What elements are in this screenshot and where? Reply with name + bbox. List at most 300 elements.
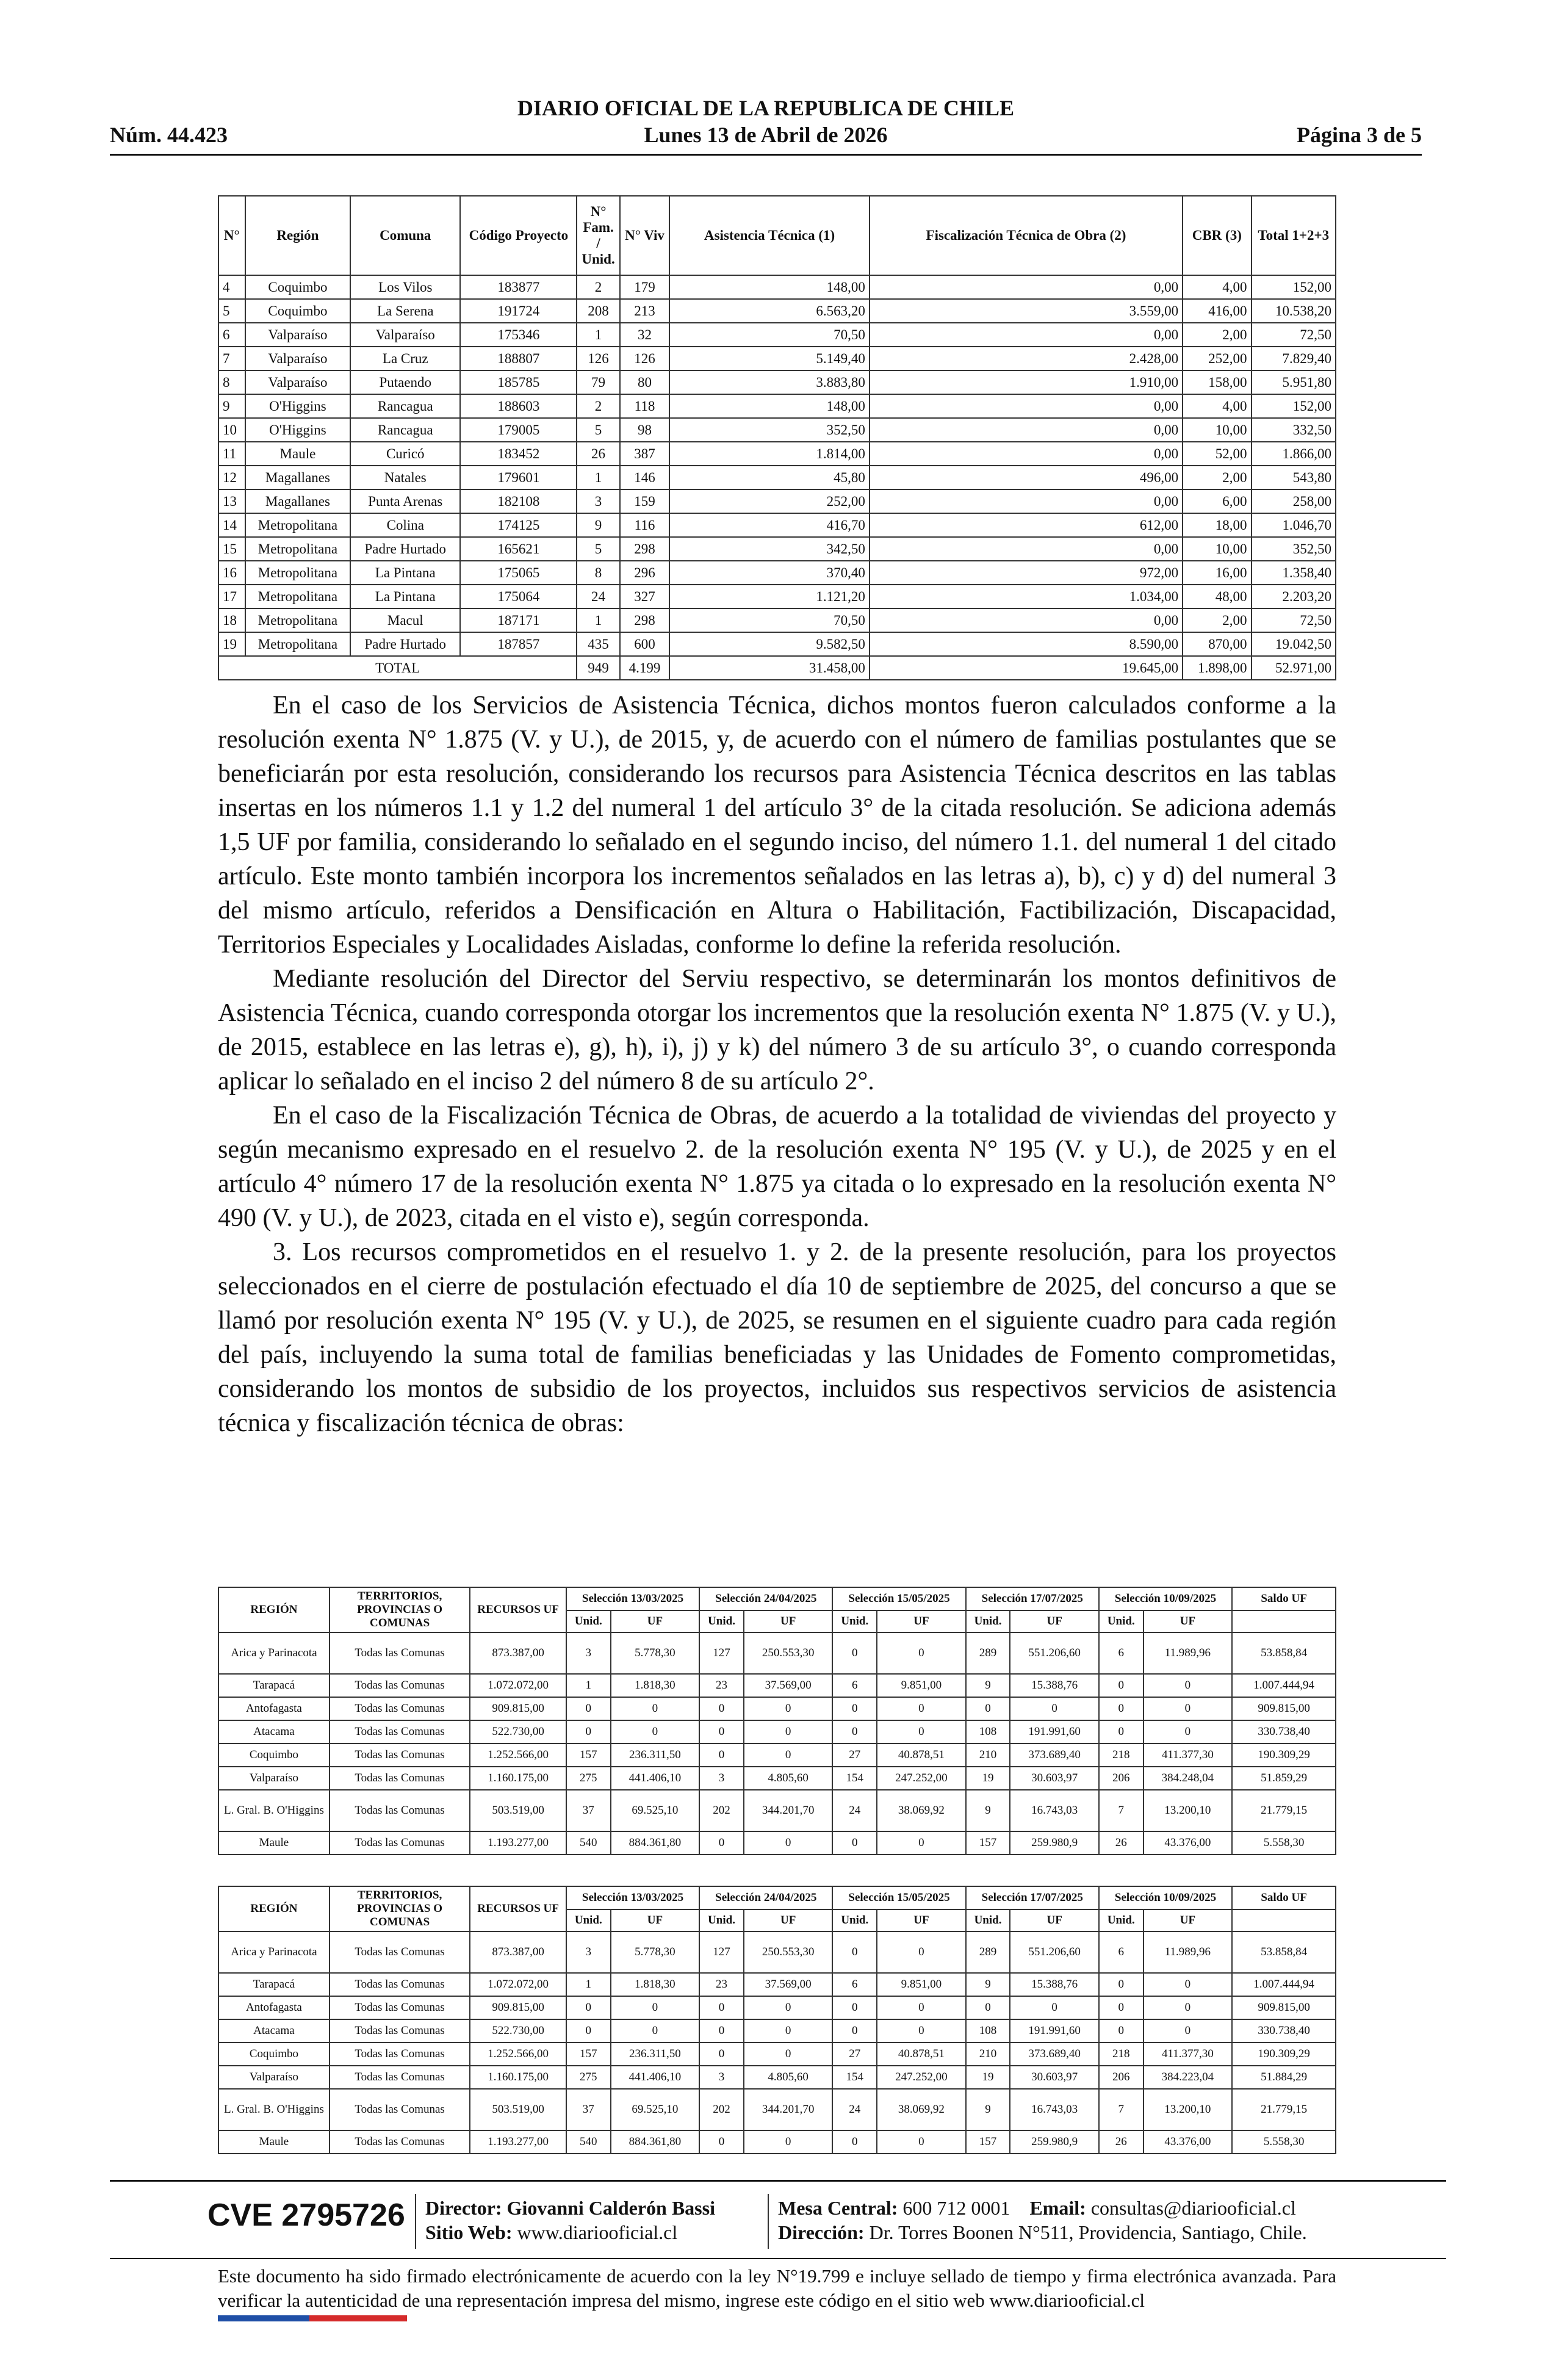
table-cell: 70,50 bbox=[669, 323, 870, 347]
table-cell: 80 bbox=[620, 370, 670, 394]
header-cell: Selección 15/05/2025 bbox=[832, 1886, 965, 1909]
website-link[interactable]: www.diariooficial.cl bbox=[517, 2221, 678, 2243]
table-cell: 1.007.444,94 bbox=[1232, 1674, 1336, 1697]
table-cell: 352,50 bbox=[669, 418, 870, 442]
table-cell: Metropolitana bbox=[245, 561, 351, 585]
table-cell: 247.252,00 bbox=[877, 1767, 966, 1790]
table-cell: 179601 bbox=[460, 466, 577, 489]
table-cell: Metropolitana bbox=[245, 513, 351, 537]
table-cell: 183452 bbox=[460, 442, 577, 466]
table-cell: 126 bbox=[620, 347, 670, 370]
table-cell: 98 bbox=[620, 418, 670, 442]
table-cell: Antofagasta bbox=[218, 1697, 330, 1720]
table-cell: 0 bbox=[744, 1697, 833, 1720]
table-cell: 9.582,50 bbox=[669, 632, 870, 656]
table-cell: 116 bbox=[620, 513, 670, 537]
table-cell: 175346 bbox=[460, 323, 577, 347]
table-cell: 0 bbox=[1144, 1973, 1233, 1996]
table-cell: 0 bbox=[699, 1720, 744, 1744]
table-cell: 0 bbox=[699, 1996, 744, 2019]
table-row bbox=[218, 442, 1336, 466]
table-cell: 213 bbox=[620, 299, 670, 323]
header-cell: Selección 24/04/2025 bbox=[699, 1886, 832, 1909]
table-cell: 0 bbox=[744, 2130, 833, 2154]
table-cell: 1.814,00 bbox=[669, 442, 870, 466]
page-header bbox=[110, 95, 1422, 150]
table-cell: 30.603,97 bbox=[1010, 2066, 1099, 2089]
table-cell: Tarapacá bbox=[218, 1674, 330, 1697]
table-row bbox=[218, 1697, 1336, 1720]
header-cell: UF bbox=[1144, 1909, 1233, 1931]
table-cell: 157 bbox=[966, 2130, 1010, 2154]
table-cell: 384.223,04 bbox=[1144, 2066, 1233, 2089]
table-cell: 873.387,00 bbox=[470, 1632, 566, 1674]
table-row bbox=[218, 561, 1336, 585]
table-cell: 600 bbox=[620, 632, 670, 656]
table-cell: 0 bbox=[1144, 1674, 1233, 1697]
table-cell: 9.851,00 bbox=[877, 1674, 966, 1697]
header-cell: UF bbox=[744, 1610, 833, 1632]
table-cell: 0 bbox=[877, 2130, 966, 2154]
table-cell: 1.072.072,00 bbox=[470, 1674, 566, 1697]
table-cell: 1.160.175,00 bbox=[470, 2066, 566, 2089]
table-row bbox=[218, 608, 1336, 632]
table-cell: 0 bbox=[877, 2019, 966, 2043]
table-cell: 7 bbox=[1099, 1790, 1144, 1831]
table-cell: 27 bbox=[832, 1744, 877, 1767]
table-cell: 250.553,30 bbox=[744, 1931, 833, 1973]
header-cell: Selección 13/03/2025 bbox=[566, 1587, 699, 1610]
table-row bbox=[218, 632, 1336, 656]
table-cell: 252,00 bbox=[669, 489, 870, 513]
director-block bbox=[425, 2196, 715, 2245]
table-cell: 3.559,00 bbox=[870, 299, 1183, 323]
table-cell: 37.569,00 bbox=[744, 1973, 833, 1996]
table-cell: 157 bbox=[566, 2043, 611, 2066]
table-row bbox=[218, 1996, 1336, 2019]
table-row bbox=[218, 275, 1336, 299]
table-cell: 40.878,51 bbox=[877, 1744, 966, 1767]
table-cell: 0 bbox=[699, 2019, 744, 2043]
header-cell: Selección 13/03/2025 bbox=[566, 1886, 699, 1909]
table-row bbox=[218, 1931, 1336, 1973]
table-header-row bbox=[218, 1886, 1336, 1909]
table-cell: 37 bbox=[566, 1790, 611, 1831]
table-cell: 7 bbox=[218, 347, 245, 370]
table-cell: La Serena bbox=[350, 299, 460, 323]
table-cell: Antofagasta bbox=[218, 1996, 330, 2019]
table-row bbox=[218, 1767, 1336, 1790]
table-cell: 0 bbox=[832, 1996, 877, 2019]
header-cell: RECURSOS UF bbox=[470, 1587, 566, 1632]
table-cell: 1 bbox=[577, 323, 619, 347]
table-cell: 1 bbox=[577, 608, 619, 632]
table-cell: 32 bbox=[620, 323, 670, 347]
table-cell: Colina bbox=[350, 513, 460, 537]
header-cell: UF bbox=[744, 1909, 833, 1931]
table-cell: 0 bbox=[1099, 1697, 1144, 1720]
table-cell: 190.309,29 bbox=[1232, 2043, 1336, 2066]
total-cell: 949 bbox=[577, 656, 619, 680]
table-cell: 10 bbox=[218, 418, 245, 442]
table-cell: 7.829,40 bbox=[1252, 347, 1336, 370]
header-divider bbox=[110, 154, 1422, 156]
table-cell: 1 bbox=[577, 466, 619, 489]
table-cell: 3 bbox=[699, 1767, 744, 1790]
table-cell: 416,00 bbox=[1183, 299, 1251, 323]
table-cell: 373.689,40 bbox=[1010, 1744, 1099, 1767]
header-cell: Unid. bbox=[1099, 1610, 1144, 1632]
table-cell: 0 bbox=[832, 1831, 877, 1855]
table-cell: Todas las Comunas bbox=[330, 1697, 470, 1720]
table-row bbox=[218, 2019, 1336, 2043]
table-cell: 24 bbox=[577, 585, 619, 608]
table-cell: 6 bbox=[218, 323, 245, 347]
table-cell: 2 bbox=[577, 394, 619, 418]
table-cell: 2,00 bbox=[1183, 608, 1251, 632]
table-cell: 0 bbox=[832, 1720, 877, 1744]
table-row bbox=[218, 347, 1336, 370]
email-link[interactable]: consultas@diariooficial.cl bbox=[1090, 2197, 1296, 2219]
table-cell: 218 bbox=[1099, 1744, 1144, 1767]
header-cell: UF bbox=[611, 1610, 700, 1632]
table-cell: 373.689,40 bbox=[1010, 2043, 1099, 2066]
table-cell: Maule bbox=[218, 1831, 330, 1855]
table-cell: 48,00 bbox=[1183, 585, 1251, 608]
table-cell: 21.779,15 bbox=[1232, 1790, 1336, 1831]
table-cell: 441.406,10 bbox=[611, 1767, 700, 1790]
table-cell: 236.311,50 bbox=[611, 1744, 700, 1767]
table-cell: 6.563,20 bbox=[669, 299, 870, 323]
table-cell: Coquimbo bbox=[245, 299, 351, 323]
table-cell: 191.991,60 bbox=[1010, 2019, 1099, 2043]
table-cell: Todas las Comunas bbox=[330, 2066, 470, 2089]
table-cell: 9 bbox=[966, 1674, 1010, 1697]
table-cell: 0 bbox=[1144, 2019, 1233, 2043]
table-cell: 0 bbox=[566, 1697, 611, 1720]
projects-table bbox=[218, 195, 1336, 680]
table-cell: 174125 bbox=[460, 513, 577, 537]
table-cell: 1.072.072,00 bbox=[470, 1973, 566, 1996]
table-cell: 146 bbox=[620, 466, 670, 489]
table-cell: 127 bbox=[699, 1931, 744, 1973]
table-cell: Rancagua bbox=[350, 394, 460, 418]
table-cell: 38.069,92 bbox=[877, 2089, 966, 2130]
table-cell: 522.730,00 bbox=[470, 2019, 566, 2043]
table-cell: 9 bbox=[966, 2089, 1010, 2130]
table-cell: 24 bbox=[832, 1790, 877, 1831]
table-cell: 0,00 bbox=[870, 442, 1183, 466]
table-cell: 19.042,50 bbox=[1252, 632, 1336, 656]
table-cell: 522.730,00 bbox=[470, 1720, 566, 1744]
table-cell: 298 bbox=[620, 537, 670, 561]
table-cell: Atacama bbox=[218, 2019, 330, 2043]
table-cell: 384.248,04 bbox=[1144, 1767, 1233, 1790]
table-row bbox=[218, 1831, 1336, 1855]
table-cell: 16.743,03 bbox=[1010, 1790, 1099, 1831]
table-cell: 4,00 bbox=[1183, 275, 1251, 299]
table-cell: 79 bbox=[577, 370, 619, 394]
header-cell: UF bbox=[1010, 1610, 1099, 1632]
table-cell: 45,80 bbox=[669, 466, 870, 489]
table-cell: 69.525,10 bbox=[611, 2089, 700, 2130]
table-cell: 13 bbox=[218, 489, 245, 513]
table-cell: 206 bbox=[1099, 2066, 1144, 2089]
table-cell: 0 bbox=[1099, 1720, 1144, 1744]
table-cell: Metropolitana bbox=[245, 608, 351, 632]
table-cell: 210 bbox=[966, 2043, 1010, 2066]
table-cell: 108 bbox=[966, 2019, 1010, 2043]
table-cell: 13.200,10 bbox=[1144, 1790, 1233, 1831]
table-cell: 154 bbox=[832, 2066, 877, 2089]
table-header-row bbox=[218, 1587, 1336, 1610]
table-cell: 15.388,76 bbox=[1010, 1973, 1099, 1996]
table-cell: 441.406,10 bbox=[611, 2066, 700, 2089]
table-cell: Coquimbo bbox=[218, 1744, 330, 1767]
table-cell: 17 bbox=[218, 585, 245, 608]
table-cell: 1.007.444,94 bbox=[1232, 1973, 1336, 1996]
table-cell: Todas las Comunas bbox=[330, 1744, 470, 1767]
phone-label: Mesa Central: bbox=[778, 2197, 898, 2219]
flag-stripe-red bbox=[309, 2315, 407, 2321]
table-cell: 202 bbox=[699, 1790, 744, 1831]
table-row bbox=[218, 2130, 1336, 2154]
header-cell: UF bbox=[877, 1909, 966, 1931]
table-row bbox=[218, 394, 1336, 418]
table-cell: 6 bbox=[1099, 1632, 1144, 1674]
table-cell: 10,00 bbox=[1183, 418, 1251, 442]
table-row bbox=[218, 323, 1336, 347]
table-cell: 503.519,00 bbox=[470, 1790, 566, 1831]
table-cell: 411.377,30 bbox=[1144, 2043, 1233, 2066]
table-cell: 2.428,00 bbox=[870, 347, 1183, 370]
table-cell: Maule bbox=[245, 442, 351, 466]
table-cell: 0 bbox=[877, 1697, 966, 1720]
header-cell: N° Fam. / Unid. bbox=[577, 196, 619, 275]
table-cell: 72,50 bbox=[1252, 608, 1336, 632]
header-cell: REGIÓN bbox=[218, 1886, 330, 1931]
table-row bbox=[218, 370, 1336, 394]
table-cell: 0 bbox=[744, 1720, 833, 1744]
table-cell: Todas las Comunas bbox=[330, 1720, 470, 1744]
table-cell: 0 bbox=[1099, 1973, 1144, 1996]
table-cell: 0 bbox=[611, 1996, 700, 2019]
table-cell: Todas las Comunas bbox=[330, 2043, 470, 2066]
header-cell: Unid. bbox=[832, 1610, 877, 1632]
table-cell: 218 bbox=[1099, 2043, 1144, 2066]
table-cell: Todas las Comunas bbox=[330, 1632, 470, 1674]
header-cell: Total 1+2+3 bbox=[1252, 196, 1336, 275]
table-row bbox=[218, 513, 1336, 537]
table-cell: 179 bbox=[620, 275, 670, 299]
table-row bbox=[218, 1674, 1336, 1697]
table-cell: Rancagua bbox=[350, 418, 460, 442]
table-cell: Todas las Comunas bbox=[330, 1674, 470, 1697]
table-cell: 1 bbox=[566, 1973, 611, 1996]
table-cell: L. Gral. B. O'Higgins bbox=[218, 1790, 330, 1831]
table-cell: 0 bbox=[699, 2043, 744, 2066]
table-cell: 0 bbox=[611, 1720, 700, 1744]
footer-separator bbox=[415, 2194, 416, 2249]
table-cell: Coquimbo bbox=[218, 2043, 330, 2066]
table-cell: 188807 bbox=[460, 347, 577, 370]
table-row bbox=[218, 489, 1336, 513]
table-cell: 19 bbox=[966, 2066, 1010, 2089]
table-cell: 909.815,00 bbox=[470, 1697, 566, 1720]
table-cell: 252,00 bbox=[1183, 347, 1251, 370]
table-cell: 187171 bbox=[460, 608, 577, 632]
table-cell: 11 bbox=[218, 442, 245, 466]
table-cell: 69.525,10 bbox=[611, 1790, 700, 1831]
table-cell: 352,50 bbox=[1252, 537, 1336, 561]
header-cell bbox=[1232, 1610, 1336, 1632]
table-cell: Metropolitana bbox=[245, 537, 351, 561]
header-cell: Código Proyecto bbox=[460, 196, 577, 275]
table-cell: 9 bbox=[577, 513, 619, 537]
table-cell: 0 bbox=[744, 1831, 833, 1855]
table-cell: Macul bbox=[350, 608, 460, 632]
footer-divider bbox=[110, 2180, 1446, 2182]
table-cell: 1.358,40 bbox=[1252, 561, 1336, 585]
total-row bbox=[218, 656, 1336, 680]
table-cell: 496,00 bbox=[870, 466, 1183, 489]
table-cell: 19 bbox=[218, 632, 245, 656]
address-label: Dirección: bbox=[778, 2221, 865, 2243]
table-cell: Metropolitana bbox=[245, 632, 351, 656]
header-cell: Región bbox=[245, 196, 351, 275]
table-cell: 870,00 bbox=[1183, 632, 1251, 656]
table-cell: 0,00 bbox=[870, 489, 1183, 513]
table-cell: 0 bbox=[966, 1996, 1010, 2019]
body-text bbox=[218, 688, 1336, 1440]
table-cell: 53.858,84 bbox=[1232, 1632, 1336, 1674]
header-cell: Unid. bbox=[832, 1909, 877, 1931]
table-cell: 0 bbox=[1099, 1674, 1144, 1697]
header-cell: N° Viv bbox=[620, 196, 670, 275]
table-cell: 1.193.277,00 bbox=[470, 2130, 566, 2154]
table-cell: 165621 bbox=[460, 537, 577, 561]
table-cell: Todas las Comunas bbox=[330, 1790, 470, 1831]
table-cell: 51.884,29 bbox=[1232, 2066, 1336, 2089]
table-cell: 543,80 bbox=[1252, 466, 1336, 489]
table-cell: O'Higgins bbox=[245, 394, 351, 418]
table-cell: 0 bbox=[877, 1931, 966, 1973]
table-cell: Padre Hurtado bbox=[350, 537, 460, 561]
table-cell: Todas las Comunas bbox=[330, 1973, 470, 1996]
table-cell: Metropolitana bbox=[245, 585, 351, 608]
table-cell: 275 bbox=[566, 1767, 611, 1790]
table-cell: 0 bbox=[566, 1996, 611, 2019]
table-cell: 11.989,96 bbox=[1144, 1931, 1233, 1973]
table-cell: 118 bbox=[620, 394, 670, 418]
table-cell: 0 bbox=[1010, 1697, 1099, 1720]
table-cell: 26 bbox=[1099, 1831, 1144, 1855]
table-cell: 157 bbox=[566, 1744, 611, 1767]
table-cell: 40.878,51 bbox=[877, 2043, 966, 2066]
table-cell: 26 bbox=[577, 442, 619, 466]
table-row bbox=[218, 1790, 1336, 1831]
header-cell: RECURSOS UF bbox=[470, 1886, 566, 1931]
table-cell: 13.200,10 bbox=[1144, 2089, 1233, 2130]
table-cell: 327 bbox=[620, 585, 670, 608]
table-cell: 5.558,30 bbox=[1232, 1831, 1336, 1855]
table-cell: 5.778,30 bbox=[611, 1931, 700, 1973]
header-cell: Selección 17/07/2025 bbox=[966, 1587, 1099, 1610]
table-cell: 1.818,30 bbox=[611, 1973, 700, 1996]
header-cell: Unid. bbox=[966, 1610, 1010, 1632]
table-cell: 188603 bbox=[460, 394, 577, 418]
summary-table bbox=[218, 1587, 1336, 1855]
table-cell: 148,00 bbox=[669, 275, 870, 299]
table-row bbox=[218, 418, 1336, 442]
table-cell: Todas las Comunas bbox=[330, 2089, 470, 2130]
table-cell: 435 bbox=[577, 632, 619, 656]
table-cell: 0 bbox=[877, 1632, 966, 1674]
table-cell: 148,00 bbox=[669, 394, 870, 418]
table-cell: 190.309,29 bbox=[1232, 1744, 1336, 1767]
table-cell: 18,00 bbox=[1183, 513, 1251, 537]
table-cell: 0 bbox=[877, 1720, 966, 1744]
table-cell: 259.980,9 bbox=[1010, 2130, 1099, 2154]
table-cell: 30.603,97 bbox=[1010, 1767, 1099, 1790]
table-cell: 884.361,80 bbox=[611, 1831, 700, 1855]
table-cell: 159 bbox=[620, 489, 670, 513]
table-cell: 5 bbox=[577, 537, 619, 561]
table-cell: 52,00 bbox=[1183, 442, 1251, 466]
table-cell: 1 bbox=[566, 1674, 611, 1697]
paragraph: 3. Los recursos comprometidos en el resuelvo 1. y 2. de la presente resolución, para los proyectos seleccionados en el cierre de postulación efectuado el día 10 de septiembre de 2025, del concurso a que se llamó por resolución exenta N° 195 (V. y U.), de 2025, se resumen en el siguiente cuadro para cada región del país, incluyendo la suma total de familias beneficiadas y las Unidades de Fomento comprometidas, considerando los montos de subsidio de los proyectos, incluidos sus respectivos servicios de asistencia técnica y fiscalización técnica de obras: bbox=[218, 1238, 1336, 1437]
table-cell: 250.553,30 bbox=[744, 1632, 833, 1674]
table-cell: 540 bbox=[566, 2130, 611, 2154]
table-cell: 51.859,29 bbox=[1232, 1767, 1336, 1790]
footer-separator bbox=[768, 2194, 769, 2249]
table-cell: 275 bbox=[566, 2066, 611, 2089]
issue-number: Núm. 44.423 bbox=[110, 123, 228, 147]
table-cell: 1.046,70 bbox=[1252, 513, 1336, 537]
table-cell: Valparaíso bbox=[350, 323, 460, 347]
table-cell: 0 bbox=[832, 1931, 877, 1973]
table-cell: 185785 bbox=[460, 370, 577, 394]
table-cell: 909.815,00 bbox=[1232, 1697, 1336, 1720]
table-cell: 16 bbox=[218, 561, 245, 585]
table-cell: 1.252.566,00 bbox=[470, 1744, 566, 1767]
table-cell: 26 bbox=[1099, 2130, 1144, 2154]
table-cell: 0 bbox=[1144, 1996, 1233, 2019]
header-cell: Selección 10/09/2025 bbox=[1099, 1587, 1232, 1610]
table-cell: 3.883,80 bbox=[669, 370, 870, 394]
total-cell: 1.898,00 bbox=[1183, 656, 1251, 680]
table-cell: 5 bbox=[218, 299, 245, 323]
table-cell: 6,00 bbox=[1183, 489, 1251, 513]
table-cell: 9.851,00 bbox=[877, 1973, 966, 1996]
table-cell: 72,50 bbox=[1252, 323, 1336, 347]
table-cell: 540 bbox=[566, 1831, 611, 1855]
table-cell: 342,50 bbox=[669, 537, 870, 561]
table-cell: 210 bbox=[966, 1744, 1010, 1767]
table-cell: 9 bbox=[218, 394, 245, 418]
header-cell: UF bbox=[1010, 1909, 1099, 1931]
table-row bbox=[218, 537, 1336, 561]
table-cell: 5.558,30 bbox=[1232, 2130, 1336, 2154]
table-cell: 11.989,96 bbox=[1144, 1632, 1233, 1674]
table-cell: 127 bbox=[699, 1632, 744, 1674]
header-cell: REGIÓN bbox=[218, 1587, 330, 1632]
table-cell: 0 bbox=[832, 2019, 877, 2043]
table-cell: 183877 bbox=[460, 275, 577, 299]
table-cell: 0 bbox=[744, 2043, 833, 2066]
table-cell: 551.206,60 bbox=[1010, 1931, 1099, 1973]
header-cell: Unid. bbox=[699, 1610, 744, 1632]
